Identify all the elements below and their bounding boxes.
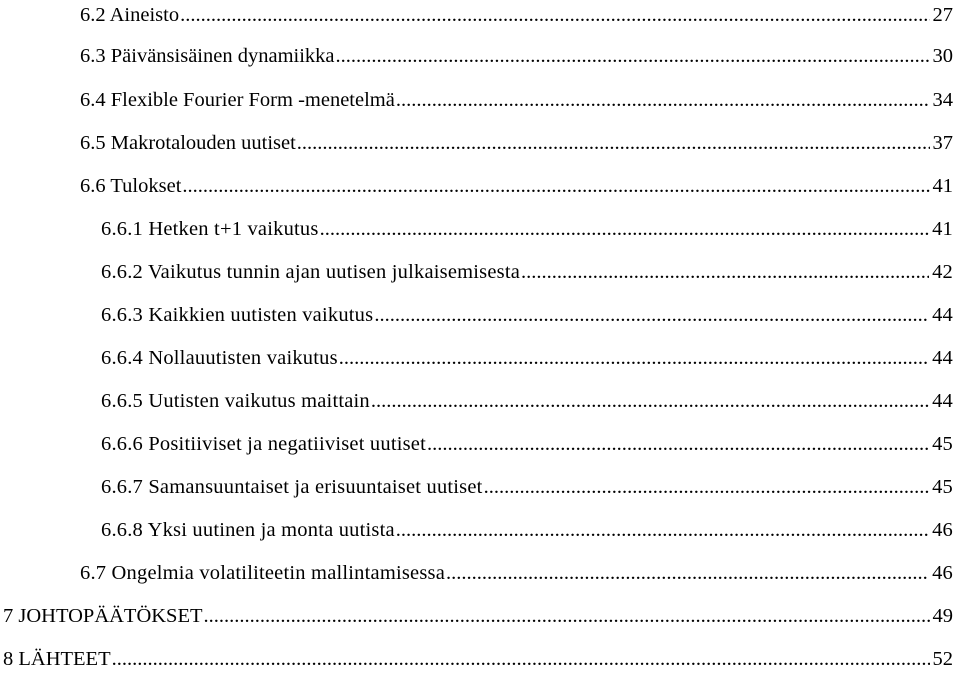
toc-entry-page: 44 [932,347,953,369]
toc-entry-page: 52 [932,648,953,670]
toc-entry-page: 46 [932,519,953,541]
toc-entry-title: 8 LÄHTEET [3,648,111,670]
toc-dot-leader [396,515,929,545]
toc-entry[interactable] [101,386,953,416]
toc-dot-leader [297,128,930,158]
toc-entry-page: 30 [932,45,953,67]
toc-entry-page: 46 [932,562,953,584]
toc-entry-page: 42 [932,261,953,283]
toc-dot-leader [339,343,929,373]
toc-entry-page: 41 [932,218,953,240]
toc-entry[interactable] [3,644,953,674]
toc-entry[interactable] [80,558,953,588]
toc-dot-leader [112,644,930,674]
toc-entry-page: 45 [932,476,953,498]
toc-entry-page: 44 [932,390,953,412]
toc-entry-page: 44 [932,304,953,326]
toc-dot-leader [427,429,929,459]
toc-entry-title: 6.4 Flexible Fourier Form -menetelmä [80,89,395,111]
toc-dot-leader [180,0,929,30]
toc-entry-title: 6.6.3 Kaikkien uutisten vaikutus [101,304,374,326]
toc-dot-leader [182,171,929,201]
toc-entry-title: 6.3 Päivänsisäinen dynamiikka [80,45,335,67]
toc-entry-page: 45 [932,433,953,455]
toc-entry[interactable] [101,257,953,287]
toc-entry[interactable] [101,300,953,330]
toc-dot-leader [446,558,929,588]
toc-entry[interactable] [80,0,953,30]
toc-entry[interactable] [101,515,953,545]
toc-dot-leader [484,472,930,502]
toc-entry-title: 7 JOHTOPÄÄTÖKSET [3,605,203,627]
toc-entry[interactable] [80,128,953,158]
toc-entry[interactable] [80,85,953,115]
toc-dot-leader [371,386,929,416]
toc-entry-title: 6.6.5 Uutisten vaikutus maittain [101,390,370,412]
toc-entry-title: 6.6.8 Yksi uutinen ja monta uutista [101,519,395,541]
toc-entry-title: 6.6.1 Hetken t+1 vaikutus [101,218,319,240]
toc-entry-title: 6.2 Aineisto [80,4,180,26]
toc-entry[interactable] [101,214,953,244]
toc-entry-title: 6.5 Makrotalouden uutiset [80,132,296,154]
toc-dot-leader [396,85,930,115]
toc-dot-leader [374,300,929,330]
toc-entry[interactable] [101,472,953,502]
toc-dot-leader [204,601,930,631]
toc-entry-title: 6.7 Ongelmia volatiliteetin mallintamisessa [80,562,445,584]
toc-entry-page: 27 [932,4,953,26]
toc-entry-title: 6.6.6 Positiiviset ja negatiiviset uutiset [101,433,426,455]
toc-dot-leader [521,257,929,287]
toc-entry-title: 6.6.4 Nollauutisten vaikutus [101,347,338,369]
toc-entry-page: 41 [932,175,953,197]
toc-entry[interactable] [101,343,953,373]
toc-entry[interactable] [80,171,953,201]
toc-entry-title: 6.6.2 Vaikutus tunnin ajan uutisen julkaisemisesta [101,261,521,283]
toc-entry[interactable] [101,429,953,459]
toc-entry-page: 37 [932,132,953,154]
toc-entry-title: 6.6 Tulokset [80,175,182,197]
toc-entry[interactable] [3,601,953,631]
toc-entry-page: 34 [932,89,953,111]
toc-dot-leader [320,214,930,244]
toc-dot-leader [336,41,930,71]
toc-entry-page: 49 [932,605,953,627]
toc-entry-title: 6.6.7 Samansuuntaiset ja erisuuntaiset uutiset [101,476,483,498]
toc-entry[interactable] [80,41,953,71]
